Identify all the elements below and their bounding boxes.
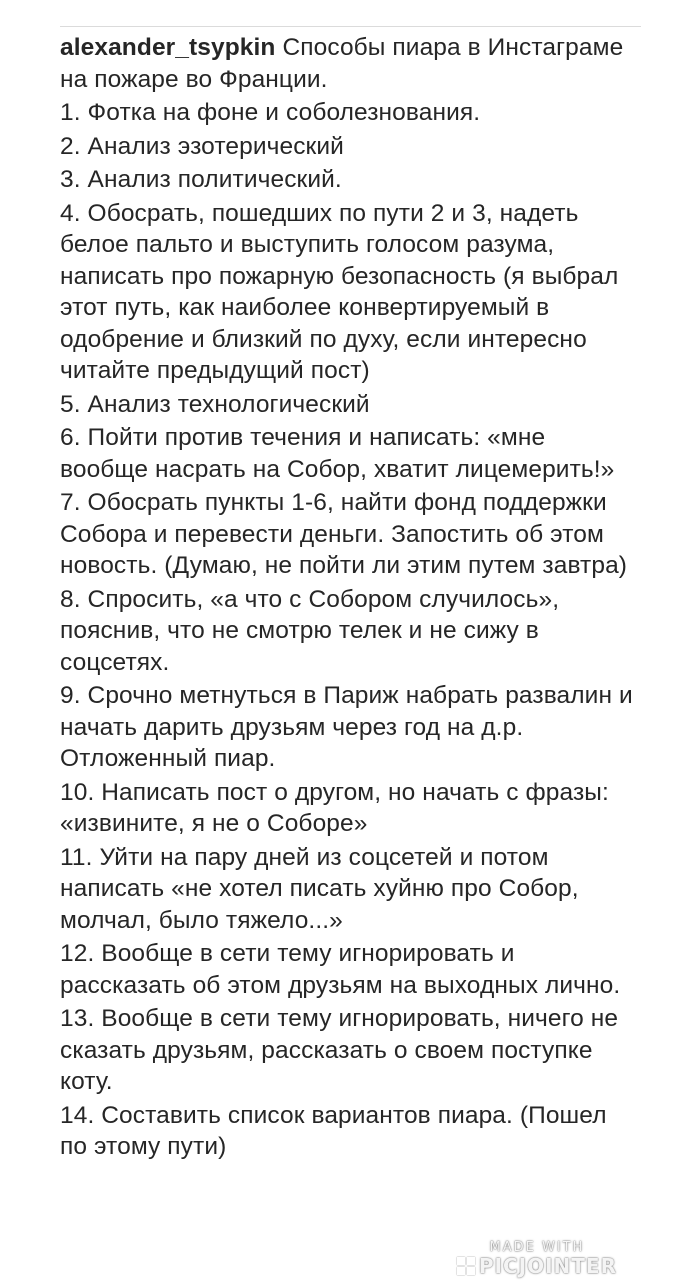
watermark-line1: MADE WITH <box>489 1240 585 1255</box>
caption-item-13: 13. Вообще в сети тему игнорировать, ничего не сказать друзьям, рассказать о своем поступке коту. <box>60 1005 619 1095</box>
picjointer-logo-icon <box>457 1257 475 1275</box>
caption-item-12: 12. Вообще в сети тему игнорировать и рассказать об этом друзьям на выходных лично. <box>60 940 621 999</box>
caption-item-14: 14. Составить список вариантов пиара. (Пошел по этому пути) <box>60 1101 607 1160</box>
caption-title: Способы пиара в Инстаграме на пожаре во Франции. <box>60 34 624 93</box>
watermark-line2: PICJOINTER <box>478 1254 617 1278</box>
caption-item-6: 6. Пойти против течения и написать: «мне вообще насрать на Собор, хватит лицемерить!» <box>60 424 615 483</box>
caption-item-2: 2. Анализ эзотерический <box>60 132 344 160</box>
watermark-line2-row <box>457 1256 617 1276</box>
caption-item-8: 8. Спросить, «а что с Собором случилось», пояснив, что не смотрю телек и не сижу в соцсетях. <box>60 585 560 676</box>
caption-item-4: 4. Обосрать, пошедших по пути 2 и 3, надеть белое пальто и выступить голосом разума, написать про пожарную безопасность (я выбрал этот путь, как наиболее конвертируемый в одобрение и близкий по духу, если интересно читайте предыдущий пост) <box>60 199 619 384</box>
caption-item-5: 5. Анализ технологический <box>60 390 370 418</box>
caption-item-3: 3. Анализ политический. <box>60 166 342 193</box>
caption-item-10: 10. Написать пост о другом, но начать с фразы: «извините, я не о Соборе» <box>60 778 609 837</box>
caption-item-11: 11. Уйти на пару дней из соцсетей и потом написать «не хотел писать хуйню про Собор, молчал, было тяжело...» <box>60 843 579 934</box>
top-divider <box>60 26 641 27</box>
caption-item-7: 7. Обосрать пункты 1-6, найти фонд поддержки Собора и перевести деньги. Запостить об этом новость. (Думаю, не пойти ли этим путем завтра) <box>60 489 628 579</box>
post-caption <box>60 32 635 1165</box>
caption-header <box>60 32 635 95</box>
username-link[interactable]: alexander_tsypkin <box>60 34 276 61</box>
caption-item-9: 9. Срочно метнуться в Париж набрать развалин и начать дарить друзьям через год на д.р. Отложенный пиар. <box>60 682 633 772</box>
picjointer-watermark <box>457 1241 617 1276</box>
caption-item-1: 1. Фотка на фоне и соболезнования. <box>60 99 481 126</box>
